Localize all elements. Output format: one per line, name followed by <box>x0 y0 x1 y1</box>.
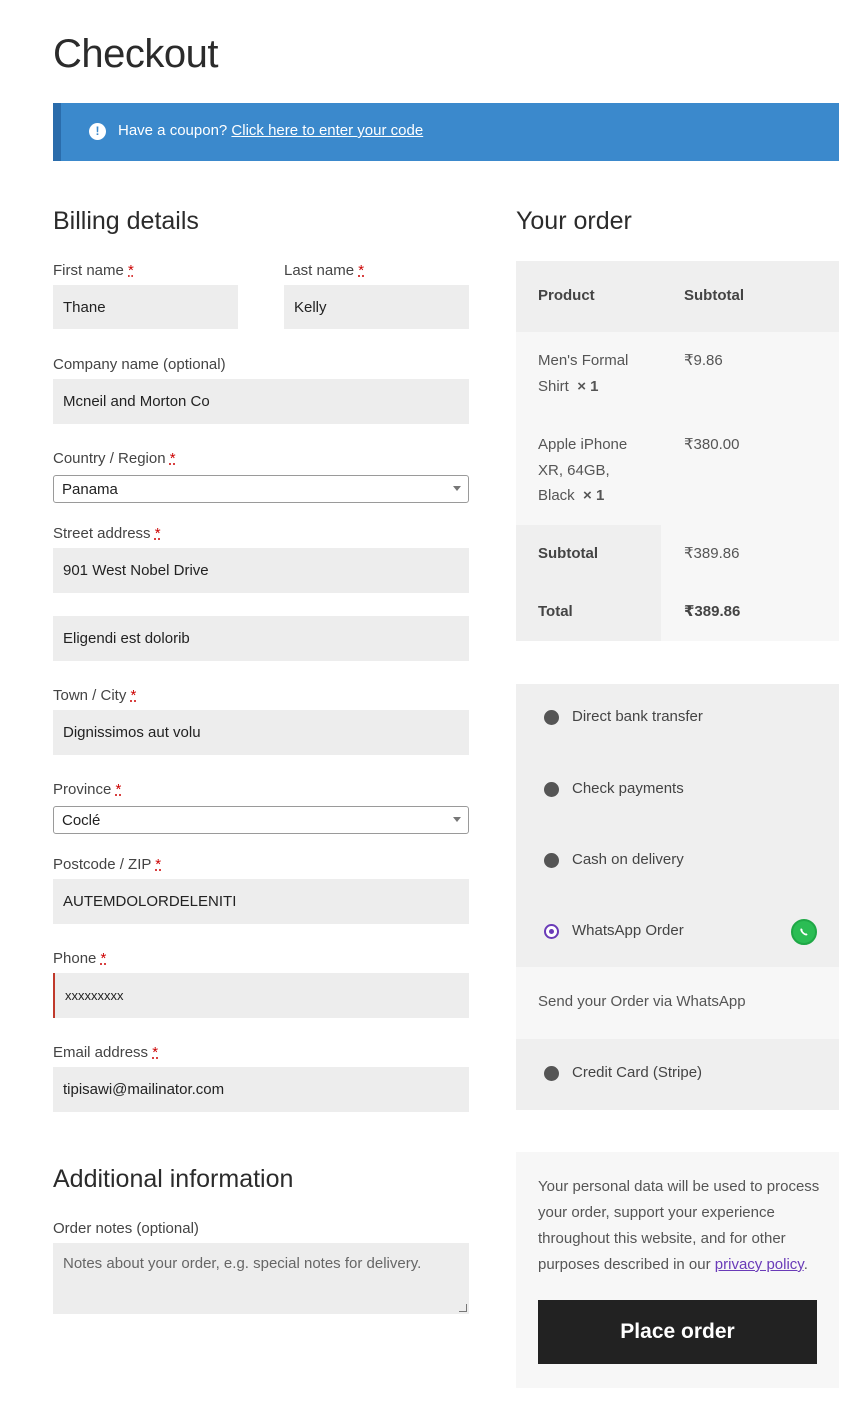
required-mark: * <box>152 1044 159 1061</box>
coupon-text <box>118 122 423 139</box>
resize-handle-icon[interactable] <box>459 1304 467 1312</box>
order-notes-label: Order notes (optional) <box>53 1220 199 1237</box>
order-notes-textarea[interactable] <box>53 1243 469 1314</box>
subtotal-label: Subtotal <box>538 545 598 562</box>
first-name-label: First name * <box>53 262 134 279</box>
required-mark: * <box>155 856 162 873</box>
required-mark: * <box>169 450 176 467</box>
order-heading: Your order <box>516 207 632 235</box>
privacy-notice: Your personal data will be used to process your order, support your experience throughout this website, and for other purposes described in our privacy policy. <box>538 1178 820 1273</box>
page-title: Checkout <box>53 32 218 76</box>
last-name-label: Last name * <box>284 262 365 279</box>
phone-label: Phone * <box>53 950 107 967</box>
required-mark: * <box>128 262 134 279</box>
order-notes-placeholder: Notes about your order, e.g. special notes for delivery. <box>63 1255 422 1272</box>
last-name-input[interactable]: Kelly <box>284 285 469 329</box>
email-input[interactable]: tipisawi@mailinator.com <box>53 1067 469 1112</box>
order-item-qty: × 1 <box>577 377 599 395</box>
required-mark: * <box>154 525 161 542</box>
payment-radio-bank-transfer[interactable] <box>544 710 559 725</box>
order-item-price: ₹380.00 <box>684 436 740 453</box>
order-item-price: ₹9.86 <box>684 352 723 369</box>
city-label: Town / City * <box>53 687 137 704</box>
privacy-policy-link[interactable]: privacy policy <box>714 1256 804 1273</box>
company-input[interactable]: Mcneil and Morton Co <box>53 379 469 424</box>
email-label: Email address * <box>53 1044 159 1061</box>
country-select[interactable] <box>53 475 469 503</box>
payment-radio-whatsapp[interactable] <box>544 924 559 939</box>
country-value: Panama <box>62 480 118 498</box>
payment-label-bank-transfer[interactable]: Direct bank transfer <box>572 708 703 725</box>
postcode-input[interactable]: AUTEMDOLORDELENITI <box>53 879 469 924</box>
place-order-button[interactable]: Place order <box>538 1300 817 1364</box>
chevron-down-icon <box>453 817 461 822</box>
payment-methods <box>516 684 839 1110</box>
payment-radio-check[interactable] <box>544 782 559 797</box>
order-item-name: Apple iPhone XR, 64GB, Black × 1 <box>538 436 628 505</box>
country-label: Country / Region * <box>53 450 176 467</box>
required-mark: * <box>100 950 107 967</box>
total-label: Total <box>538 603 573 620</box>
info-icon: ! <box>89 123 106 140</box>
company-label: Company name (optional) <box>53 356 226 373</box>
coupon-notice <box>53 103 839 161</box>
payment-label-cod[interactable]: Cash on delivery <box>572 851 684 868</box>
payment-label-stripe[interactable]: Credit Card (Stripe) <box>572 1064 703 1081</box>
column-header-product: Product <box>538 287 595 304</box>
coupon-prompt: Have a coupon? <box>118 122 228 139</box>
province-select[interactable] <box>53 806 469 834</box>
order-item-qty: × 1 <box>583 487 605 505</box>
province-label: Province * <box>53 781 122 798</box>
first-name-input[interactable]: Thane <box>53 285 238 329</box>
required-mark: * <box>130 687 137 704</box>
city-input[interactable]: Dignissimos aut volu <box>53 710 469 755</box>
whatsapp-icon <box>791 919 817 945</box>
payment-radio-cod[interactable] <box>544 853 559 868</box>
payment-label-whatsapp[interactable]: WhatsApp Order <box>572 922 684 939</box>
phone-input[interactable]: xxxxxxxxx <box>53 973 469 1018</box>
billing-heading: Billing details <box>53 207 199 235</box>
column-header-subtotal: Subtotal <box>684 287 744 304</box>
additional-heading: Additional information <box>53 1165 294 1193</box>
postcode-label: Postcode / ZIP * <box>53 856 162 873</box>
payment-label-check[interactable]: Check payments <box>572 780 684 797</box>
subtotal-value: ₹389.86 <box>684 545 740 562</box>
required-mark: * <box>358 262 365 279</box>
street-address-2-input[interactable]: Eligendi est dolorib <box>53 616 469 661</box>
street-address-1-input[interactable]: 901 West Nobel Drive <box>53 548 469 593</box>
required-mark: * <box>115 781 122 798</box>
chevron-down-icon <box>453 486 461 491</box>
whatsapp-description: Send your Order via WhatsApp <box>538 993 746 1010</box>
province-value: Coclé <box>62 811 101 829</box>
coupon-link[interactable]: Click here to enter your code <box>231 122 424 139</box>
order-item-name: Men's Formal Shirt × 1 <box>538 352 629 395</box>
payment-radio-stripe[interactable] <box>544 1066 559 1081</box>
total-value: ₹389.86 <box>684 603 741 620</box>
street-label: Street address * <box>53 525 161 542</box>
